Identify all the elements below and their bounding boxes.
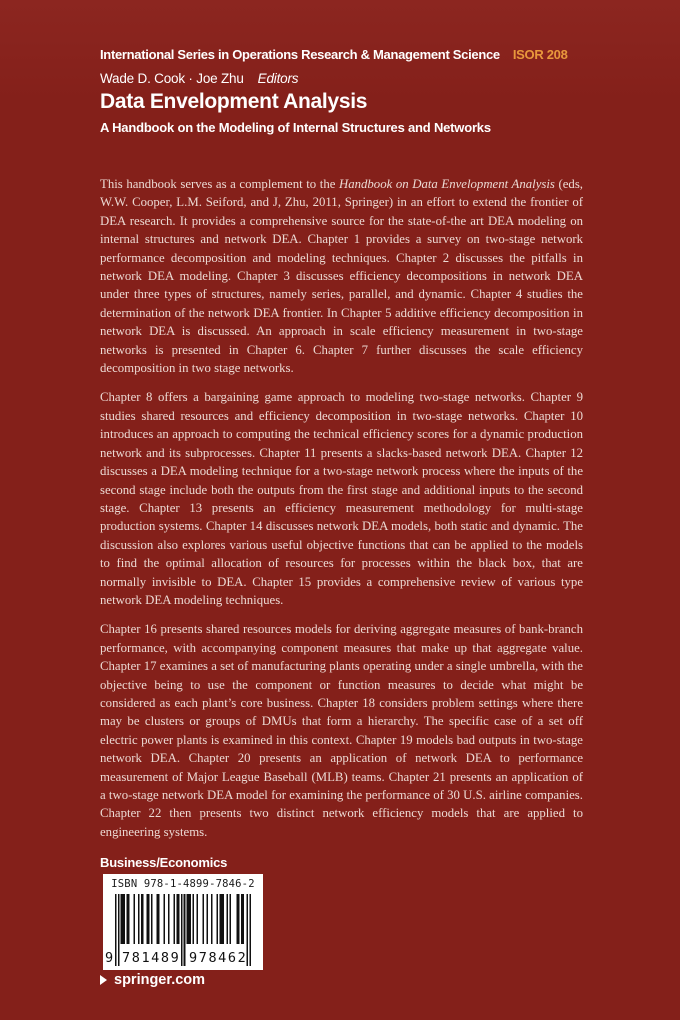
springer-link[interactable] [100,972,205,988]
barcode-digits-left-group: 781489 [122,950,181,966]
springer-url-label: springer.com [114,972,206,988]
series-header [100,47,582,62]
category-label: Business/Economics [100,855,228,870]
editors-line [100,71,298,86]
editor-names: Wade D. Cook · Joe Zhu [100,71,244,86]
isbn-barcode-box [103,874,263,970]
blurb-paragraph-2: Chapter 8 offers a bargaining game approach to modeling two-stage networks. Chapter 9 studies shared resources and efficiency decomposition in two-stage networks. Chapter 10 introduces an approach to computing the technical efficiency scores for a dynamic production network and its subprocesses. Chapter 11 presents a slacks-based network DEA. Chapter 12 discusses a DEA modeling technique for a two-stage network process where the inputs of the second stage include both the outputs from the first stage and additional inputs to the second stage. Chapter 13 presents an efficiency measurement methodology for multi-stage production systems. Chapter 14 discusses network DEA models, both static and dynamic. The discussion also explores various useful objective functions that can be applied to the models to find the optimal allocation of resources for processes within the black box, that are normally invisible to DEA. Chapter 15 provides a comprehensive review of various type network DEA modeling techniques. [100,390,583,607]
blurb-paragraph-3: Chapter 16 presents shared resources models for deriving aggregate measures of bank-branch performance, with accompanying component measures that make up that aggregate value. Chapter 17 examines a set of manufacturing plants operating under a single umbrella, with the objective being to use the component or function measures to decide what might be considered as each plant’s core business. Chapter 18 considers problem settings where there may be clusters or groups of DMUs that form a hierarchy. The specific case of a set off electric power plants is examined in this context. Chapter 19 models bad outputs in two-stage network DEA. Chapter 20 presents an application of network DEA to performance measurement of Major League Baseball (MLB) teams. Chapter 21 presents an application of a two-stage network DEA model for examining the performance of 30 U.S. airline companies. Chapter 22 then presents two distinct network efficiency models that are applied to engineering systems. [100,622,583,839]
barcode-digit-lead: 9 [105,950,114,966]
editors-label: Editors [257,71,299,86]
blurb-paragraph-1: This handbook serves as a complement to the Handbook on Data Envelopment Analysis (eds, W.W. Cooper, L.M. Seiford, and J, Zhu, 2011, Springer) in an effort to extend the frontier of DEA research. It provides a comprehensive source for the state-of-the art DEA modeling on internal structures and network DEA. Chapter 1 provides a survey on two-stage network performance decomposition and modeling techniques. Chapter 2 discusses the pitfalls in network DEA modeling. Chapter 3 discusses efficiency decompositions in network DEA under three types of structures, namely series, parallel, and dynamic. Chapter 4 studies the determination of the network DEA frontier. In Chapter 5 additive efficiency decomposition in network DEA is discussed. An approach in scale efficiency measurement in two-stage networks is presented in Chapter 6. Chapter 7 further discusses the scale efficiency decomposition in two stage networks. [100,177,583,376]
series-title: International Series in Operations Research & Management Science [100,47,500,62]
series-code: ISOR 208 [512,47,568,62]
back-cover-blurb [100,175,583,841]
right-triangle-icon [100,975,107,985]
book-subtitle: A Handbook on the Modeling of Internal Structures and Networks [100,120,491,135]
isbn-number: ISBN 978-1-4899-7846-2 [111,878,255,890]
barcode-digits-right-group: 978462 [189,950,248,966]
cited-handbook-title: Handbook on Data Envelopment Analysis [338,177,555,191]
book-title: Data Envelopment Analysis [100,90,368,113]
